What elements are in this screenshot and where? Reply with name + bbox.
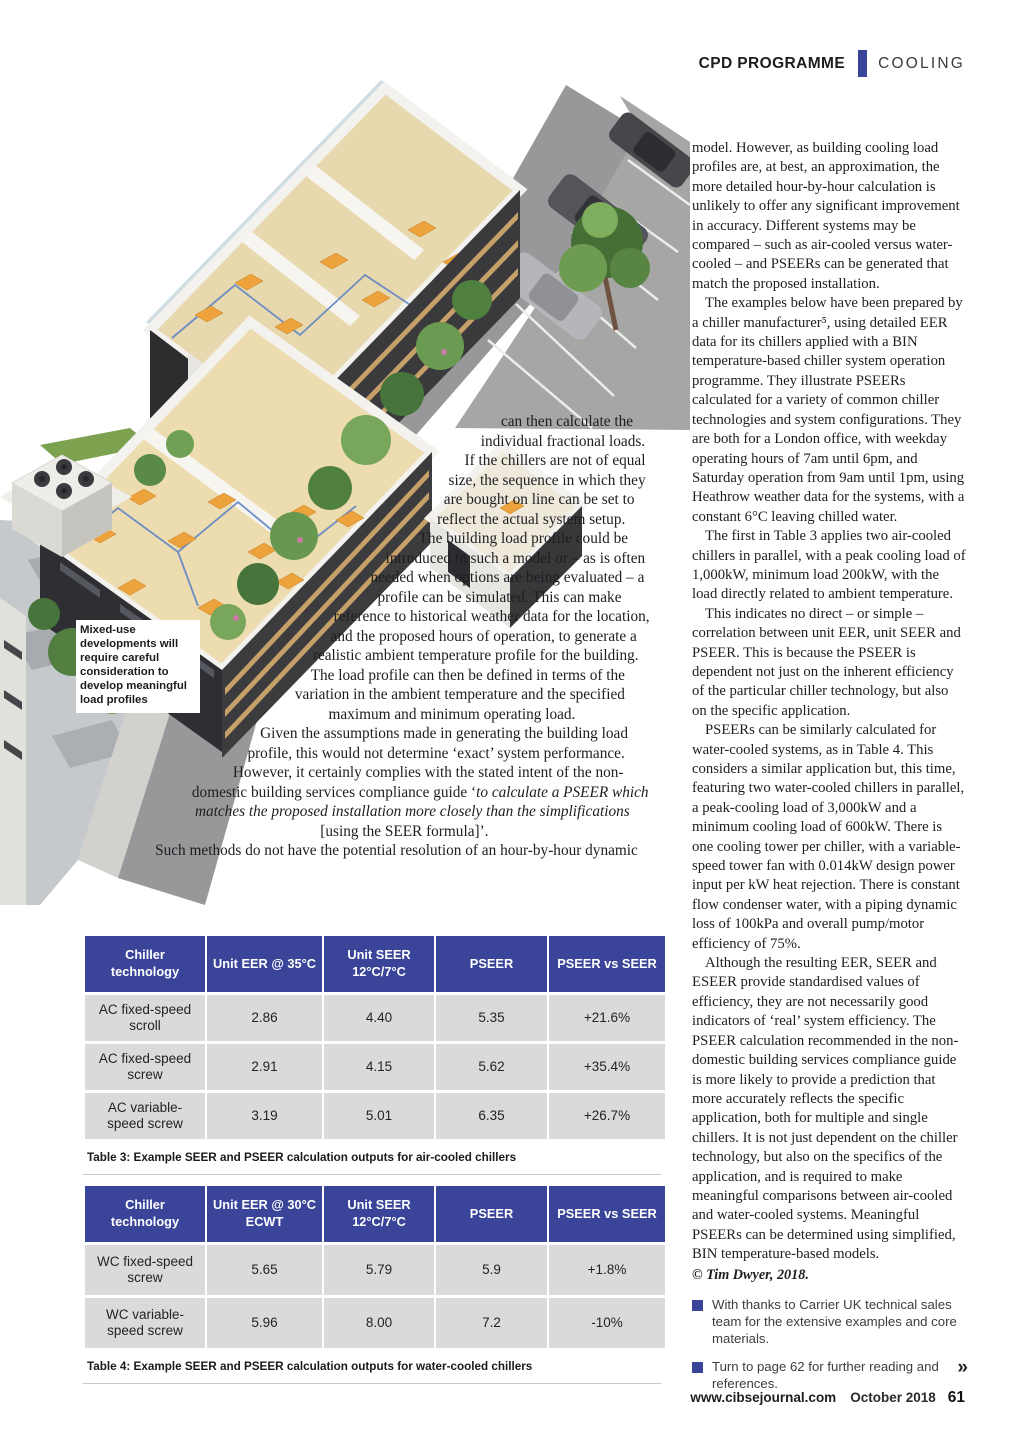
turn-page-note: Turn to page 62 for further reading and references. » bbox=[692, 1359, 966, 1393]
table-row: AC variable-speed screw 3.19 5.01 6.35 +26.7% bbox=[85, 1093, 665, 1139]
table4-header: PSEER bbox=[436, 1186, 547, 1242]
table-row: WC variable-speed screw 5.96 8.00 7.2 -10% bbox=[85, 1298, 665, 1348]
body-paragraph: The examples below have been prepared by a chiller manufacturer⁵, using detailed EER data for its chillers applied with a BIN temperature-based chiller system operation programme. They illustrate PSEERs calculated for a variety of common chiller technologies and system configurations. They are both for a London office, with weekday operating hours of 7am until 6pm, and Saturday operation from 9am until 1pm, using Heathrow weather data for the systems, with a constant 6°C leaving chilled water. bbox=[692, 295, 965, 525]
table-3 bbox=[83, 933, 661, 1175]
body-paragraph: The building load profile could be introduced to such a model or – as is often needed when options are being evaluated – a profile can be simulated. This can make reference to historical weather data for the location, and the proposed hours of operation, to generate a realistic ambient temperature profile for the building. The load profile can then be defined in terms of the variation in the ambient temperature and the specified maximum and minimum operating load. bbox=[294, 530, 650, 723]
double-chevron-icon: » bbox=[957, 1357, 966, 1379]
table3-header: Unit SEER 12°C/7°C bbox=[324, 936, 434, 992]
body-paragraph: The first in Table 3 applies two air-cooled chillers in parallel, with a peak cooling load of 1,000kW, minimum load 200kW, with the load directly related to ambient temperature. bbox=[692, 528, 966, 603]
footer-website: www.cibsejournal.com bbox=[690, 1390, 837, 1405]
footer-issue: October 2018 bbox=[850, 1390, 936, 1405]
bullet-square-icon bbox=[692, 1300, 703, 1311]
table3-caption: Table 3: Example SEER and PSEER calculation outputs for air-cooled chillers bbox=[83, 1142, 661, 1175]
wrapped-body-text bbox=[84, 412, 650, 904]
body-paragraph: PSEERs can be similarly calculated for water-cooled systems, as in Table 4. This considers a similar application but, this time, featuring two water-cooled chillers in parallel, a peak-cooling load of 3,000kW and a minimum cooling load of 600kW. There is one cooling tower per chiller, with a variable-speed tower fan with 0.014kW design power input per kW heat rejection. There is constant flow condenser water, with a piping dynamic loss of 100kPa and overall pump/motor efficiency of 75%. bbox=[692, 722, 965, 952]
cpd-programme-label: CPD PROGRAMME bbox=[698, 54, 846, 72]
author-byline: © Tim Dwyer, 2018. bbox=[692, 1266, 809, 1283]
image-caption: Mixed-use developments will require careful consideration to develop meaningful load profiles bbox=[76, 620, 200, 713]
table4-caption: Table 4: Example SEER and PSEER calculation outputs for water-cooled chillers bbox=[83, 1351, 661, 1384]
table3-header: PSEER vs SEER bbox=[549, 936, 665, 992]
footer-page-number: 61 bbox=[947, 1389, 965, 1406]
section-label: COOLING bbox=[878, 54, 965, 72]
table3-header: PSEER bbox=[436, 936, 547, 992]
body-paragraph: model. However, as building cooling load profiles are, at best, an approximation, the more detailed hour-by-hour calculation is unlikely to offer any significant improvement in accuracy. Different systems may be compared – such as air-cooled versus water-cooled – and PSEERs can be generated that match the proposed installation. bbox=[692, 140, 960, 292]
table-row: AC fixed-speed scroll 2.86 4.40 5.35 +21.6% bbox=[85, 995, 665, 1041]
table4-header: Unit EER @ 30°C ECWT bbox=[207, 1186, 322, 1242]
thanks-note: With thanks to Carrier UK technical sales team for the extensive examples and core materials. bbox=[692, 1297, 966, 1347]
header-divider-bar bbox=[858, 50, 867, 77]
table4-header: PSEER vs SEER bbox=[549, 1186, 665, 1242]
table-row: AC fixed-speed screw 2.91 4.15 5.62 +35.4% bbox=[85, 1044, 665, 1090]
table3-header: Chiller technology bbox=[85, 936, 205, 992]
body-paragraph: If the chillers are not of equal size, the sequence in which they are bought on line can be set to reflect the actual system setup. bbox=[437, 452, 646, 528]
table4-header: Unit SEER 12°C/7°C bbox=[324, 1186, 434, 1242]
table4-header: Chiller technology bbox=[85, 1186, 205, 1242]
table-4 bbox=[83, 1183, 661, 1384]
body-paragraph: can then calculate the individual fractional loads. bbox=[480, 413, 646, 450]
body-paragraph: Although the resulting EER, SEER and ESEER provide standardised values of efficiency, they are not necessarily good indicators of ‘real’ system efficiency. The PSEER calculation recommended in the non-domestic building services compliance guide is more likely to provide a prediction that more accurately reflects the specific application, both for multiple and single chillers. It is not just dependent on the chiller technology, but also on the specifics of the application, and is required to make meaningful comparisons between air-cooled and water-cooled systems. Meaningful PSEERs can be determined using simplified, BIN temperature-based models. bbox=[692, 955, 959, 1263]
table-row: WC fixed-speed screw 5.65 5.79 5.9 +1.8% bbox=[85, 1245, 665, 1295]
body-paragraph: Such methods do not have the potential resolution of an hour-by-hour dynamic bbox=[155, 842, 638, 859]
page-footer bbox=[690, 1389, 965, 1407]
table3-header: Unit EER @ 35°C bbox=[207, 936, 322, 992]
right-column bbox=[692, 139, 966, 1393]
page-header bbox=[699, 50, 965, 77]
neighbour-building bbox=[0, 598, 26, 905]
body-paragraph: This indicates no direct – or simple – correlation between unit EER, unit SEER and PSEER. This is because the PSEER is dependent not just on the inherent efficiency of the particular chiller technology, but also on the specific application. bbox=[692, 605, 961, 719]
body-paragraph: Given the assumptions made in generating the building load profile, this would not determine ‘exact’ system performance. However, it certainly complies with the stated intent of the non-domestic building services compliance guide ‘to calculate a PSEER which matches the proposed installation more closely than the simplifications [using the SEER formula]’. bbox=[191, 725, 649, 840]
bullet-square-icon bbox=[692, 1362, 703, 1373]
